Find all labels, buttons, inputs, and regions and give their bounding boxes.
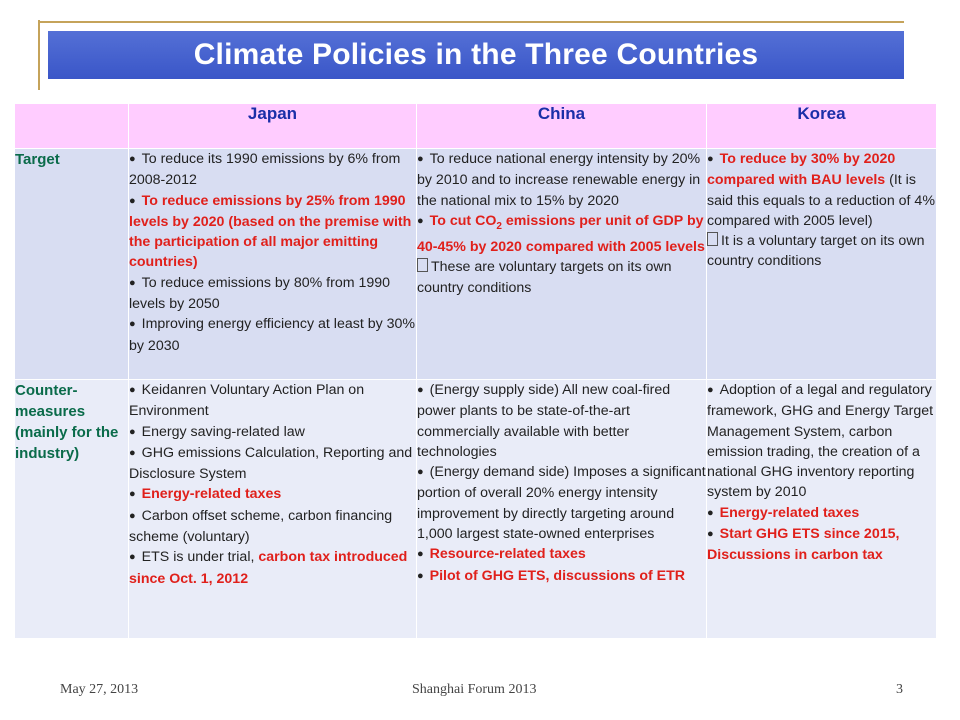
list-item: ● Carbon offset scheme, carbon financing scheme (voluntary) bbox=[129, 507, 393, 546]
bullet-icon: ● bbox=[417, 466, 424, 479]
note-box-icon bbox=[707, 232, 718, 246]
bullet-icon: ● bbox=[129, 425, 136, 438]
list-item: ● Energy-related taxes bbox=[707, 504, 860, 521]
column-header-korea: Korea bbox=[707, 104, 937, 149]
list-item: ● Start GHG ETS since 2015, Discussions in carbon tax bbox=[707, 526, 900, 564]
bullet-icon: ● bbox=[707, 506, 714, 519]
decorative-vertical-line bbox=[38, 20, 40, 90]
list-item: ● Energy-related taxes bbox=[129, 486, 282, 503]
slide-title: Climate Policies in the Three Countries bbox=[193, 38, 759, 71]
bullet-icon: ● bbox=[417, 214, 424, 227]
bullet-icon: ● bbox=[707, 153, 714, 165]
list-item: ● (Energy demand side) Imposes a significant portion of overall 20% energy intensity improvement by directly targeting around 1,000 largest state-owned enterprises bbox=[417, 464, 706, 543]
cell-countermeasures-korea bbox=[707, 380, 937, 639]
row-label-countermeasures: Counter-measures (mainly for the industry) bbox=[15, 380, 129, 639]
policy-table bbox=[14, 103, 937, 639]
list-item: ● To reduce national energy intensity by 20% by 2010 and to increase renewable energy in the national mix to 15% by 2020 bbox=[417, 151, 701, 209]
footer-event: Shanghai Forum 2013 bbox=[412, 682, 537, 697]
cell-target-japan bbox=[129, 149, 417, 380]
bullet-icon: ● bbox=[417, 153, 424, 165]
header-row bbox=[15, 104, 937, 149]
note-text: These are voluntary targets on its own country conditions bbox=[417, 259, 672, 296]
note-text: It is a voluntary target on its own country conditions bbox=[707, 233, 925, 270]
list-item: ● To reduce its 1990 emissions by 6% from 2008-2012 bbox=[129, 151, 401, 189]
decorative-horizontal-line bbox=[38, 21, 904, 23]
row-label-target: Target bbox=[15, 149, 129, 380]
list-item: ● To reduce emissions by 80% from 1990 levels by 2050 bbox=[129, 274, 391, 313]
column-header-japan: Japan bbox=[129, 104, 417, 149]
cell-countermeasures-japan bbox=[129, 380, 417, 639]
bullet-icon: ● bbox=[129, 194, 136, 207]
bullet-icon: ● bbox=[129, 551, 136, 564]
bullet-icon: ● bbox=[129, 384, 136, 396]
list-item: ● Resource-related taxes bbox=[417, 546, 586, 563]
list-item: ● Pilot of GHG ETS, discussions of ETR bbox=[417, 567, 686, 584]
cell-countermeasures-china bbox=[417, 380, 707, 639]
bullet-icon: ● bbox=[707, 528, 714, 541]
bullet-icon: ● bbox=[129, 153, 136, 165]
cell-target-korea bbox=[707, 149, 937, 380]
bullet-icon: ● bbox=[129, 446, 136, 459]
list-item: ● Improving energy efficiency at least by 30% by 2030 bbox=[129, 316, 416, 354]
list-item: ● To reduce by 30% by 2020 compared with BAU levels (It is said this equals to a reduction of 4% compared with 2005 level) bbox=[707, 151, 935, 229]
bullet-icon: ● bbox=[129, 318, 136, 331]
bullet-icon: ● bbox=[417, 384, 424, 396]
table-row-countermeasures bbox=[15, 380, 937, 639]
list-item: ● Adoption of a legal and regulatory framework, GHG and Energy Target Management System, carbon emission trading, the creation of a national GHG inventory reporting system by 2010 bbox=[707, 382, 934, 501]
list-item: ● ETS is under trial, carbon tax introduced since Oct. 1, 2012 bbox=[129, 549, 408, 587]
bullet-icon: ● bbox=[417, 569, 424, 582]
footer-date: May 27, 2013 bbox=[60, 682, 139, 697]
corner-cell bbox=[15, 104, 129, 149]
title-bar bbox=[48, 31, 904, 79]
column-header-china: China bbox=[417, 104, 707, 149]
bullet-icon: ● bbox=[129, 488, 136, 501]
list-item: ● Keidanren Voluntary Action Plan on Environment bbox=[129, 382, 365, 420]
cell-target-china bbox=[417, 149, 707, 380]
note-box-icon bbox=[417, 258, 428, 272]
footer-page-number: 3 bbox=[896, 682, 903, 697]
table-row-target bbox=[15, 149, 937, 380]
bullet-icon: ● bbox=[129, 276, 136, 289]
bullet-icon: ● bbox=[707, 384, 714, 396]
list-item: ● To reduce emissions by 25% from 1990 levels by 2020 (based on the premise with the participation of all major emitting countries) bbox=[129, 192, 412, 271]
bullet-icon: ● bbox=[129, 509, 136, 522]
bullet-icon: ● bbox=[417, 548, 424, 561]
list-item: ● Energy saving-related law bbox=[129, 423, 305, 440]
list-item: ● GHG emissions Calculation, Reporting and Disclosure System bbox=[129, 444, 413, 483]
list-item: ● (Energy supply side) All new coal-fired power plants to be state-of-the-art commercially available with better technologies bbox=[417, 382, 671, 460]
list-item: ● To cut $CO_2$ emissions per unit of GDP by 40-45% by 2020 compared with 2005 levels bbox=[417, 212, 705, 256]
